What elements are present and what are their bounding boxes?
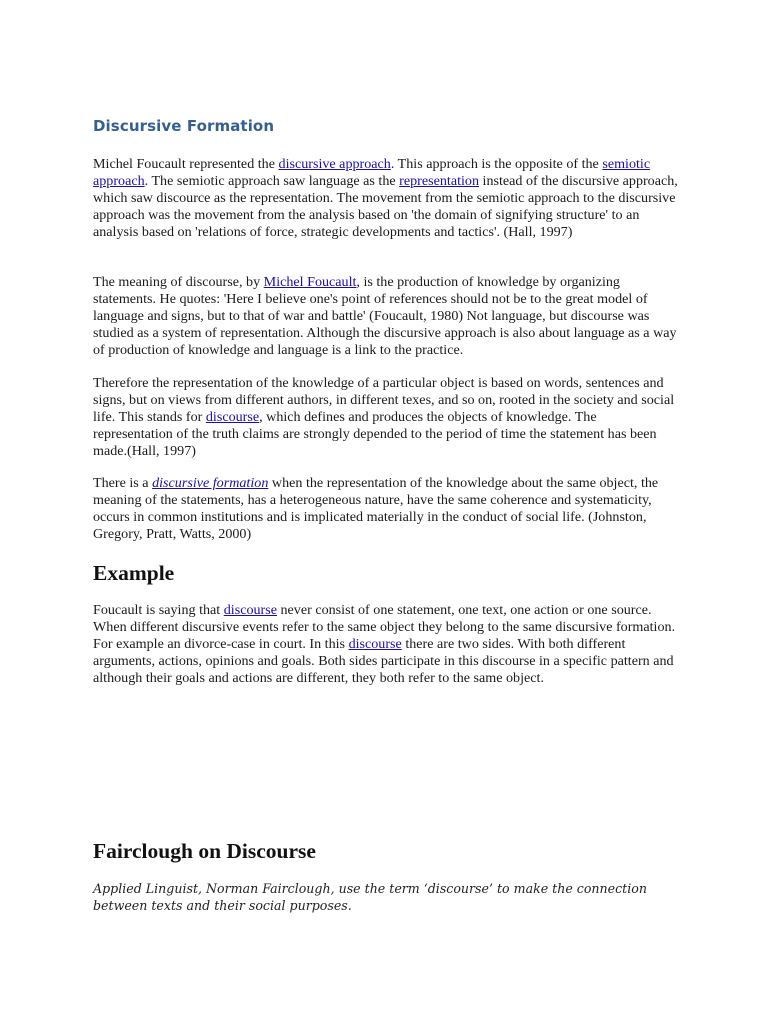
text-run: Therefore the representation of the knowledge of a particular object is based on words, sentences and signs, but on views from different authors, in different texes, and so on, rooted in the society and social life. This stands for — [93, 375, 675, 425]
text-run: There is a — [93, 475, 153, 491]
text-run: there are two sides. With both different arguments, actions, opinions and goals. Both sides participate in this discourse in a specific pattern and although their goals and actions are different, they both refer to the same object. — [93, 635, 674, 686]
section-heading-example: Example — [93, 561, 175, 585]
paragraph-meaning-of-discourse — [93, 274, 678, 359]
paragraph-example — [93, 602, 678, 687]
paragraph-representation-knowledge — [93, 375, 678, 460]
text-run: , is the production of knowledge by organizing statements. He quotes: 'Here I believe one's point of references should not be to the great model of language and signs, but to that of war and battle' (Foucault, 1980) Not language, but discourse was studied as a system of representation. Although the discursive approach is also about language as a way of production of knowledge and language is a link to the practice. — [93, 274, 677, 358]
text-run: . This approach is the opposite of the — [390, 156, 603, 172]
text-run: . The semiotic approach saw language as the — [144, 172, 400, 189]
link-michel-foucault[interactable]: Michel Foucault — [263, 274, 357, 290]
link-discourse[interactable]: discourse — [205, 408, 260, 425]
text-run: instead of the discursive approach, which saw discource as the representation. The movement from the semiotic approach to the discursive approach was the movement from the analysis based on 'the domain of signifying structure' to an analysis based on 'relations of force, strategic developments and tactics'. (Hall, 1997) — [93, 172, 678, 240]
link-discourse-1[interactable]: discourse — [223, 602, 277, 618]
link-semiotic-approach[interactable]: semiotic approach — [93, 156, 651, 189]
link-discursive-approach[interactable]: discursive approach — [278, 156, 391, 172]
paragraph-foucault-approach — [93, 156, 678, 241]
link-representation[interactable]: representation — [399, 172, 479, 189]
section-heading-discursive-formation: Discursive Formation — [93, 117, 275, 135]
link-discourse-2[interactable]: discourse — [348, 635, 402, 652]
paragraph-fairclough: Applied Linguist, Norman Fairclough, use the term ‘discourse’ to make the connection between texts and their social purposes. — [93, 881, 647, 913]
section-heading-fairclough: Fairclough on Discourse — [93, 839, 316, 863]
text-run: The meaning of discourse, by — [93, 274, 264, 290]
text-run: never consist of one statement, one text, one action or one source. When different discursive events refer to the same object they belong to the same discursive formation. For example an divorce-case in court. In this — [93, 602, 676, 652]
link-discursive-formation[interactable]: discursive formation — [152, 475, 269, 491]
paragraph-discursive-formation — [93, 475, 678, 543]
text-run: when the representation of the knowledge about the same object, the meaning of the statements, has a heterogeneous nature, have the same coherence and systematicity, occurs in common institutions and is implicated materially in the conduct of social life. (Johnston, Gregory, Pratt, Watts, 2000) — [93, 475, 659, 542]
text-run: Foucault is saying that — [93, 602, 224, 618]
text-run: Michel Foucault represented the — [93, 156, 279, 172]
text-run: , which defines and produces the objects of knowledge. The representation of the truth claims are strongly depended to the period of time the statement has been made.(Hall, 1997) — [93, 408, 657, 459]
